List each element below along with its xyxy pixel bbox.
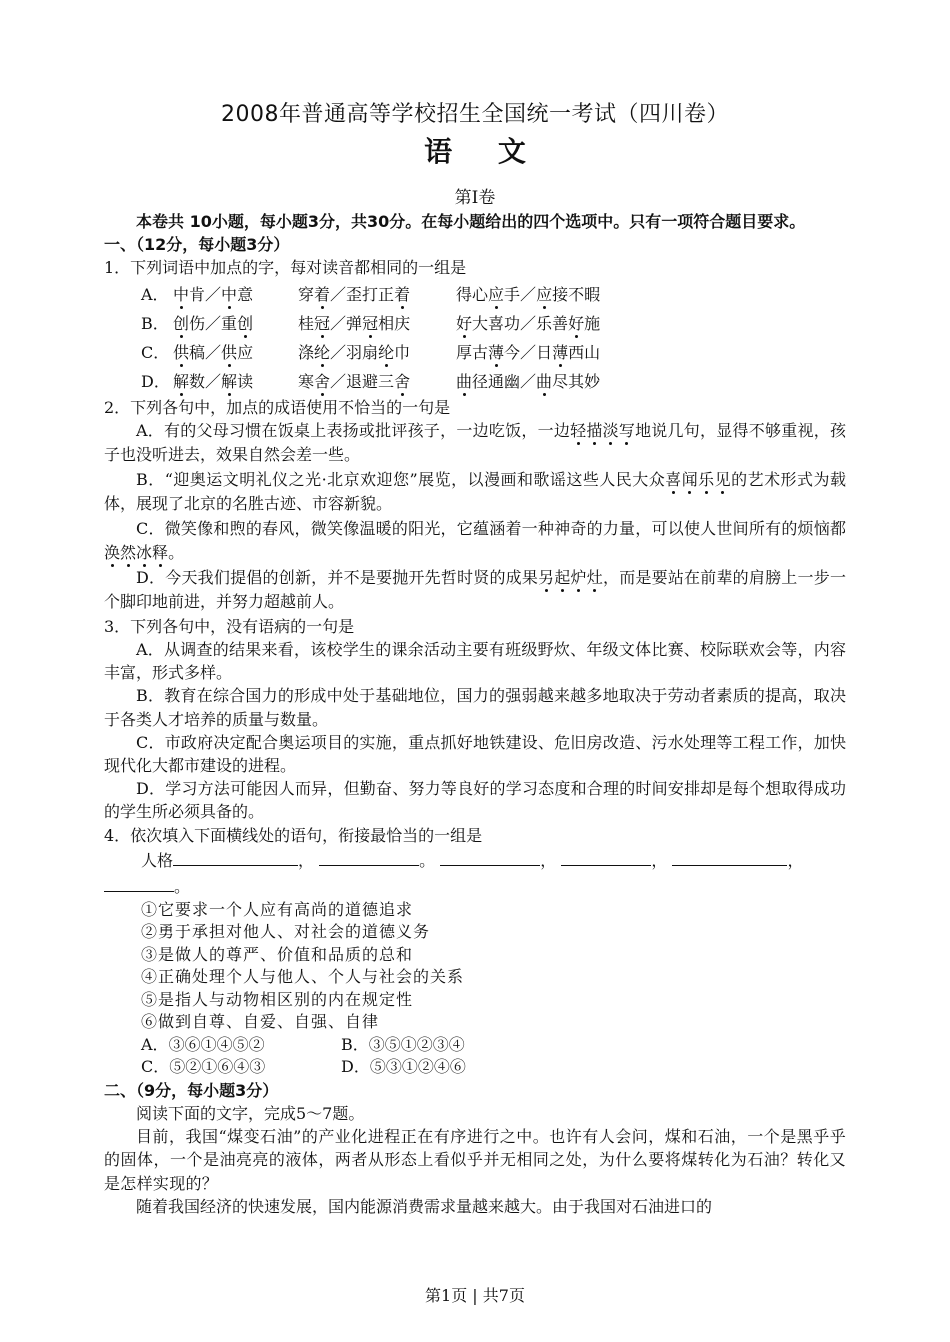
- word-pair: 桂冠／弹冠相庆: [298, 313, 411, 333]
- option-label: B．: [141, 313, 169, 333]
- q4-item: ⑥做到自尊、自爱、自强、自律: [141, 1012, 380, 1032]
- section2-heading: 二、（9分，每小题3分）: [104, 1080, 279, 1100]
- volume-heading: 第Ⅰ卷: [454, 188, 496, 208]
- answer-value: ⑤③①②④⑥: [369, 1057, 466, 1077]
- word-pair: 涤纶／羽扇纶巾: [298, 342, 411, 362]
- answer-label: D．: [341, 1057, 370, 1077]
- dotted-char: 释: [152, 543, 169, 563]
- word-pair: 曲径通幽／曲尽其妙: [456, 371, 601, 391]
- option-label: D．: [141, 371, 170, 391]
- section2-instruction: 阅读下面的文字，完成5～7题。: [136, 1104, 365, 1124]
- dotted-char: 冰: [136, 543, 153, 563]
- word-pair: 穿着／歪打正着: [298, 284, 411, 304]
- word-pair: 中肯／中意: [173, 284, 254, 304]
- reading-paragraph-1: 目前，我国“煤变石油”的产业化进程正在有序进行之中。也许有人会问，煤和石油，一个是黑乎乎的固体，一个是油亮亮的液体，两者从形态上看似乎并无相同之处，为什么要将煤转化为石油？转化又是怎样实现的？: [104, 1127, 846, 1193]
- q3-option-b: B．教育在综合国力的形成中处于基础地位，国力的强弱越来越多地取决于劳动者素质的提高，取决于各类人才培养的质量与数量。: [104, 686, 846, 729]
- dotted-char: 乐: [698, 469, 715, 489]
- blank-3[interactable]: [440, 849, 540, 866]
- answer-label: B．: [341, 1034, 369, 1054]
- q4-answers-row2: [104, 1056, 846, 1079]
- dotted-idiom: [104, 543, 168, 562]
- q1-option-b: [104, 309, 846, 338]
- dotted-char: 见: [714, 469, 732, 489]
- q3-option-d: D．学习方法可能因人而异，但勤奋、努力等良好的学习态度和合理的时间安排却是每个想取得成功的学生所必须具备的。: [104, 779, 846, 822]
- answer-label: A．: [141, 1034, 169, 1054]
- answer-value: ⑤②①⑥④③: [169, 1057, 266, 1077]
- answer-label: C．: [141, 1057, 170, 1077]
- q3-option-a: A．从调查的结果来看，该校学生的课余活动主要有班级野炊、年级文体比赛、校际联欢会等，内容丰富，形式多样。: [104, 640, 846, 683]
- q4-stem: 4．依次填入下面横线处的语句，衔接最恰当的一组是: [104, 825, 483, 845]
- q4-blanks-cont: 。: [104, 875, 846, 899]
- word-pair: 创伤／重创: [173, 313, 254, 333]
- blank-1[interactable]: [173, 849, 298, 866]
- dotted-idiom: [665, 470, 731, 489]
- page-footer: 第1页 | 共7页: [425, 1286, 525, 1305]
- q2-option-a: A．有的父母习惯在饭桌上表扬或批评孩子，一边吃饭，一边轻描淡写地说几句，显得不够重视，孩子也没听进去，效果自然会差一些。: [104, 420, 846, 465]
- dotted-char: 起: [554, 567, 571, 587]
- dotted-char: 写: [618, 420, 636, 440]
- dotted-char: 喜: [665, 469, 682, 489]
- word-pair: 好大喜功／乐善好施: [456, 313, 601, 333]
- word-pair: 厚古薄今／日薄西山: [456, 342, 601, 362]
- dotted-char: 然: [120, 543, 137, 563]
- answer-value: ③⑥①④⑤②: [168, 1034, 265, 1054]
- dotted-char: 淡: [602, 420, 619, 440]
- q1-option-a: [104, 280, 846, 309]
- q2-option-b: B．“迎奥运文明礼仪之光·北京欢迎您”展览，以漫画和歌谣这些人民大众喜闻乐见的艺术形式为载体，展现了北京的名胜古迹、市容新貌。: [104, 469, 846, 514]
- dotted-char: 轻: [570, 420, 587, 440]
- subject-title: 语 文: [424, 135, 544, 168]
- q1-option-d: [104, 367, 846, 396]
- dotted-char: 另: [538, 567, 555, 587]
- blank-4[interactable]: [561, 849, 651, 866]
- dotted-char: 灶: [586, 567, 603, 587]
- blank-5[interactable]: [672, 849, 787, 866]
- intro-instructions: 本卷共 10小题，每小题3分，共30分。在每小题给出的四个选项中。只有一项符合题目要求。: [136, 212, 806, 231]
- q4-blanks: 人格 ， 。 ， ， ，: [141, 850, 804, 870]
- word-pair: 寒舍／退避三舍: [298, 371, 411, 391]
- q2-option-c: C．微笑像和煦的春风，微笑像温暖的阳光，它蕴涵着一种神奇的力量，可以使人世间所有的烦恼都涣然冰释。: [104, 518, 846, 563]
- exam-page: [104, 100, 846, 1218]
- dotted-char: 涣: [104, 543, 121, 563]
- q3-stem: 3．下列各句中，没有语病的一句是: [104, 616, 355, 636]
- dotted-char: 描: [586, 420, 603, 440]
- blank-2[interactable]: [319, 849, 419, 866]
- q4-item: ①它要求一个人应有高尚的道德追求: [141, 899, 414, 919]
- section1-heading: 一、（12分，每小题3分）: [104, 235, 290, 255]
- q2-option-d: D．今天我们提倡的创新，并不是要抛开先哲时贤的成果另起炉灶，而是要站在前辈的肩膀上一步一个脚印地前进，并努力超越前人。: [104, 567, 846, 612]
- blank-6[interactable]: [104, 875, 174, 892]
- option-label: C．: [141, 342, 170, 362]
- word-pair: 解数／解读: [173, 371, 254, 391]
- q4-item: ⑤是指人与动物相区别的内在规定性: [141, 989, 414, 1009]
- q4-answers-row1: [104, 1034, 846, 1057]
- dotted-idiom: [570, 421, 635, 440]
- dotted-char: 闻: [681, 469, 699, 489]
- exam-title: 2008年普通高等学校招生全国统一考试（四川卷）: [221, 102, 729, 127]
- q1-option-c: [104, 338, 846, 367]
- word-pair: 供稿／供应: [173, 342, 254, 362]
- q4-item: ④正确处理个人与他人、个人与社会的关系: [141, 967, 465, 987]
- dotted-char: 炉: [570, 567, 587, 587]
- q4-items: [104, 899, 846, 1034]
- option-label: A．: [141, 284, 169, 304]
- q1-options: [104, 280, 846, 396]
- q2-stem: 2．下列各句中，加点的成语使用不恰当的一句是: [104, 397, 451, 417]
- q1-stem: 1．下列词语中加点的字，每对读音都相同的一组是: [104, 258, 467, 278]
- answer-value: ③⑤①②③④: [368, 1034, 465, 1054]
- reading-paragraph-2: 随着我国经济的快速发展，国内能源消费需求量越来越大。由于我国对石油进口的: [136, 1196, 713, 1216]
- q4-item: ②勇于承担对他人、对社会的道德义务: [141, 922, 431, 942]
- q3-option-c: C．市政府决定配合奥运项目的实施，重点抓好地铁建设、危旧房改造、污水处理等工程工作，加快现代化大都市建设的进程。: [104, 732, 846, 776]
- dotted-idiom: [538, 568, 603, 587]
- word-pair: 得心应手／应接不暇: [456, 284, 601, 304]
- q4-item: ③是做人的尊严、价值和品质的总和: [141, 944, 414, 964]
